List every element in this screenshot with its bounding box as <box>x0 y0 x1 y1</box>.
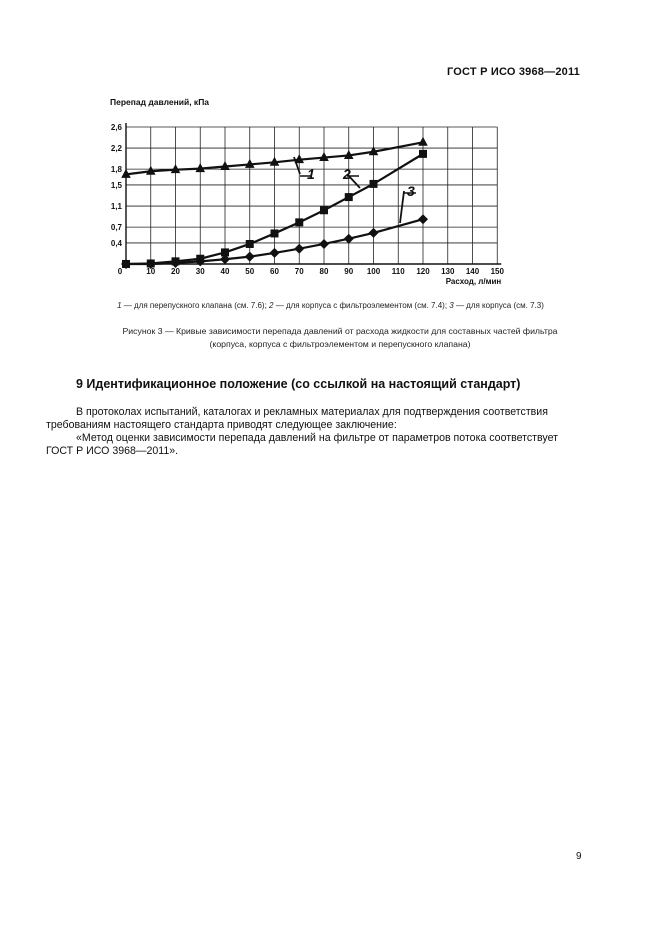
y-tick-label: 1,1 <box>110 202 122 212</box>
paragraph-1: В протоколах испытаний, каталогах и рекламных материалах для подтверждения соответствия требованиям настоящего стандарта приводят следующее заключение: <box>46 406 548 431</box>
x-tick-label: 90 <box>344 267 354 276</box>
y-tick-label: 1,5 <box>110 180 122 190</box>
x-tick-label: 0 <box>117 267 123 276</box>
x-tick-label: 70 <box>294 267 304 276</box>
curve-label-3: 3 <box>407 183 415 199</box>
paragraph-2: «Метод оценки зависимости перепада давлений на фильтре от параметров потока соответствует ГОСТ Р ИСО 3968—2011». <box>46 432 558 457</box>
y-tick-label: 2,2 <box>110 144 122 154</box>
page-number: 9 <box>576 851 582 862</box>
legend-text-2: — для корпуса с фильтроэлементом (см. 7.4); <box>273 301 450 310</box>
x-tick-label: 40 <box>220 267 230 276</box>
chart-labels <box>110 97 504 286</box>
legend-text-3: — для корпуса (см. 7.3) <box>453 301 544 310</box>
x-tick-label: 30 <box>195 267 205 276</box>
legend-num-1: 1 <box>117 301 122 310</box>
x-tick-label: 120 <box>416 267 430 276</box>
chart-grid <box>126 127 497 264</box>
figure-legend <box>0 301 661 310</box>
pressure-drop-chart <box>0 0 661 300</box>
x-tick-label: 110 <box>391 267 405 276</box>
diamond-marker <box>319 239 329 249</box>
square-marker <box>419 150 427 158</box>
x-tick-label: 20 <box>171 267 180 276</box>
figure-caption <box>60 325 620 351</box>
x-tick-label: 150 <box>490 267 504 276</box>
y-tick-label: 2,6 <box>110 123 122 132</box>
y-tick-label: 1,8 <box>110 165 122 175</box>
legend-num-2: 2 <box>269 301 274 310</box>
diamond-marker <box>294 244 304 254</box>
curve-label-2: 2 <box>343 166 351 182</box>
x-tick-label: 130 <box>441 267 455 276</box>
square-marker <box>246 240 254 248</box>
triangle-marker <box>418 137 428 146</box>
square-marker <box>345 193 353 201</box>
curve-leader <box>400 191 404 223</box>
square-marker <box>271 229 279 237</box>
curve-label-1: 1 <box>307 166 315 182</box>
x-tick-label: 10 <box>146 267 156 276</box>
diamond-marker <box>369 228 379 238</box>
x-axis-title: Расход, л/мин <box>445 277 502 286</box>
y-axis-title: Перепад давлений, кПа <box>110 97 210 107</box>
caption-line-1: Рисунок 3 — Кривые зависимости перепада давлений от расхода жидкости для составных частей фильтра <box>122 326 558 336</box>
diamond-marker <box>270 248 280 258</box>
square-marker <box>320 206 328 214</box>
diamond-marker <box>344 234 354 244</box>
x-tick-label: 60 <box>270 267 279 276</box>
y-tick-label: 0,7 <box>110 223 122 233</box>
section-title: 9 Идентификационное положение (со ссылкой на настоящий стандарт) <box>76 377 521 391</box>
x-tick-label: 100 <box>366 267 381 276</box>
diamond-marker <box>245 252 255 262</box>
x-tick-label: 80 <box>319 267 329 276</box>
x-tick-label: 50 <box>245 267 255 276</box>
square-marker <box>370 180 378 188</box>
square-marker <box>295 218 303 226</box>
document-header: ГОСТ Р ИСО 3968—2011 <box>446 66 580 78</box>
diamond-marker <box>418 214 428 224</box>
legend-text-1: — для перепускного клапана (см. 7.6); <box>121 301 270 310</box>
y-tick-label: 0,4 <box>110 238 122 248</box>
legend-num-3: 3 <box>449 301 454 310</box>
caption-line-2: (корпуса, корпуса с фильтроэлементом и перепускного клапана) <box>209 339 471 349</box>
x-tick-label: 140 <box>465 267 480 276</box>
